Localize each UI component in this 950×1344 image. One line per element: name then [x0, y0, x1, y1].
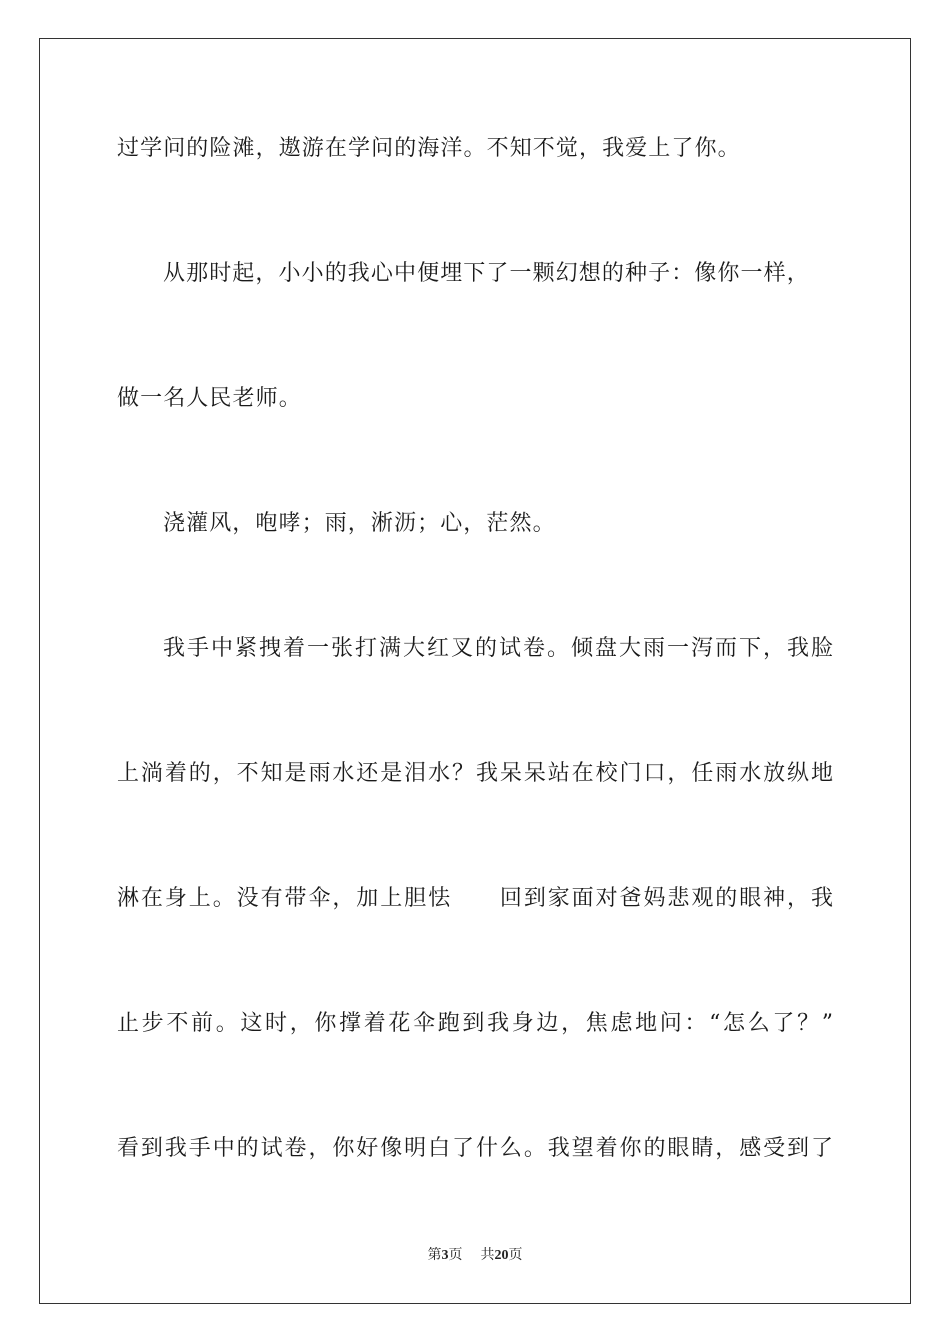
page-suffix: 页	[448, 1248, 463, 1263]
text-line-8: 止步不前。这时，你撑着花伞跑到我身边，焦虑地问：“怎么了？”	[117, 1011, 833, 1036]
text-line-6: 上淌着的，不知是雨水还是泪水？我呆呆站在校门口，任雨水放纵地	[117, 761, 833, 786]
text-line-4: 浇灌风，咆哮；雨，淅沥；心，茫然。	[163, 511, 556, 536]
text-line-5: 我手中紧拽着一张打满大红叉的试卷。倾盘大雨一泻而下，我脸	[163, 636, 833, 661]
text-line-9: 看到我手中的试卷，你好像明白了什么。我望着你的眼睛，感受到了	[117, 1136, 833, 1161]
text-line-2: 从那时起，小小的我心中便埋下了一颗幻想的种子：像你一样，	[163, 261, 810, 286]
total-pages: 20	[494, 1248, 509, 1263]
text-line-3: 做一名人民老师。	[117, 386, 302, 411]
total-prefix: 共	[480, 1248, 495, 1263]
text-line-1: 过学问的险滩，遨游在学问的海洋。不知不觉，我爱上了你。	[117, 136, 741, 161]
page-number: 3	[441, 1248, 449, 1263]
total-suffix: 页	[508, 1248, 523, 1263]
page-border	[39, 38, 911, 1304]
text-line-7: 淋在身上。没有带伞，加上胆怯 回到家面对爸妈悲观的眼神，我	[117, 886, 833, 911]
page-footer	[0, 1246, 950, 1266]
page-prefix: 第	[427, 1248, 442, 1263]
